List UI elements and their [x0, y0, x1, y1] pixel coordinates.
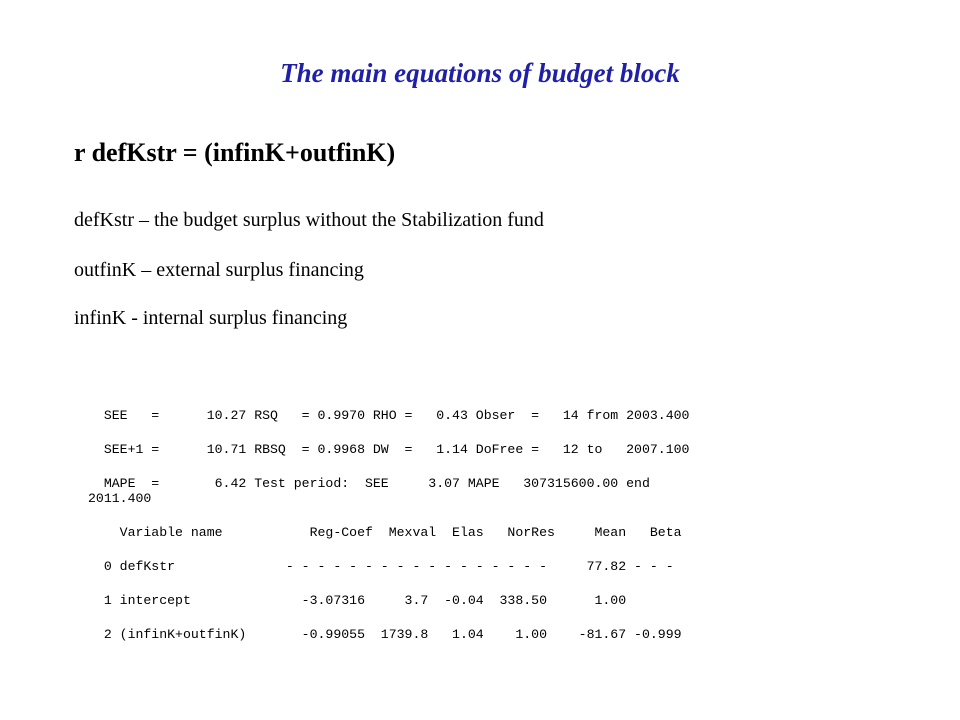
slide-title: The main equations of budget block — [280, 58, 680, 88]
definition-infink: infinK - internal surplus financing — [74, 307, 348, 329]
table-header: Variable name Reg-Coef Mexval Elas NorRes Mean Beta — [88, 525, 682, 540]
stats-line-see: SEE = 10.27 RSQ = 0.9970 RHO = 0.43 Obser = 14 from 2003.400 — [88, 408, 690, 423]
table-row: 0 defKstr - - - - - - - - - - - - - - - - - 77.82 - - - — [88, 559, 674, 574]
table-row: 1 intercept -3.07316 3.7 -0.04 338.50 1.00 — [88, 593, 627, 608]
stats-line-see-plus-1: SEE+1 = 10.71 RBSQ = 0.9968 DW = 1.14 DoFree = 12 to 2007.100 — [88, 442, 690, 457]
table-row: 2 (infinK+outfinK) -0.99055 1739.8 1.04 1.00 -81.67 -0.999 — [88, 627, 682, 642]
stats-line-mape: MAPE = 6.42 Test period: SEE 3.07 MAPE 307315600.00 end 2011.400 — [88, 476, 650, 506]
regression-output-block — [88, 408, 689, 661]
regression-equation: r defKstr = (infinK+outfinK) — [74, 138, 396, 167]
definition-defkstr: defKstr – the budget surplus without the Stabilization fund — [74, 209, 544, 231]
definition-outfink: outfinK – external surplus financing — [74, 259, 364, 281]
